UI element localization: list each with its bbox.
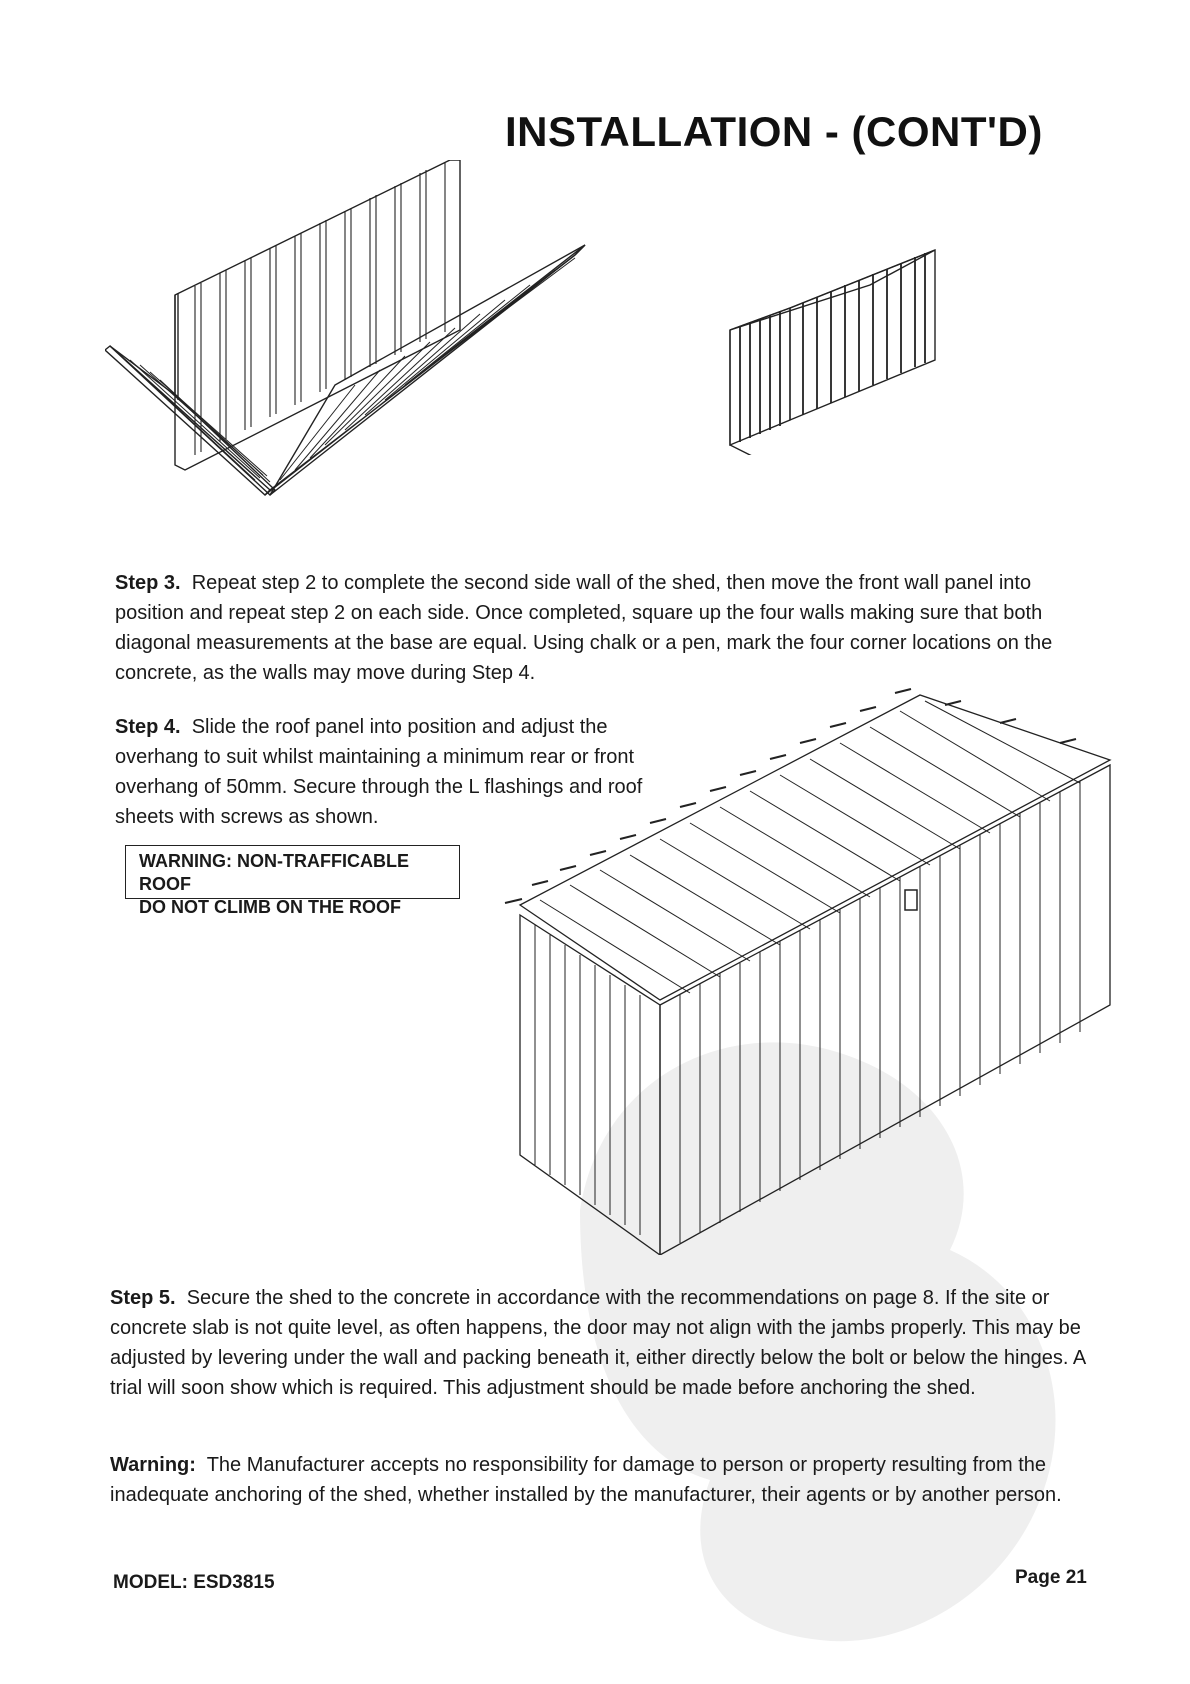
step-4-label: Step 4.: [115, 716, 181, 738]
step-5-label: Step 5.: [110, 1287, 176, 1309]
walls-assembled-diagram: [725, 245, 945, 455]
step-3-label: Step 3.: [115, 572, 181, 594]
roof-warning-box: [125, 845, 460, 917]
step-5-text: Secure the shed to the concrete in accordance with the recommendations on page 8. If the site or concrete slab is not quite level, as often happens, the door may not align with the jambs properly. This may be adjusted by levering under the wall and packing beneath it, either directly below the bolt or below the hinges. A trial will soon show which is required. This adjustment should be made before anchoring the shed.: [110, 1287, 1086, 1399]
step-4-text: Slide the roof panel into position and adjust the overhang to suit whilst maintaining a minimum rear or front overhang of 50mm. Secure through the L flashings and roof sheets with screws as shown.: [115, 716, 643, 828]
page-title: INSTALLATION - (CONT'D): [505, 108, 1043, 156]
step-4-paragraph: [115, 712, 695, 832]
roof-warning-line-1: WARNING: NON-TRAFFICABLE ROOF: [139, 851, 409, 894]
roof-warning-line-2: DO NOT CLIMB ON THE ROOF: [139, 897, 401, 917]
warning-label: Warning:: [110, 1454, 196, 1476]
step-3-text: Repeat step 2 to complete the second side wall of the shed, then move the front wall panel into position and repeat step 2 on each side. Once completed, square up the four walls making sure that both diagonal measurements at the base are equal. Using chalk or a pen, mark the four corner locations on the concrete, as the walls may move during Step 4.: [115, 572, 1053, 684]
step-3-paragraph: [115, 568, 1105, 688]
footer-model: MODEL: ESD3815: [113, 1572, 275, 1593]
walls-unfolding-diagram: [105, 160, 625, 540]
step-5-paragraph: [110, 1283, 1090, 1403]
warning-text: The Manufacturer accepts no responsibility for damage to person or property resulting from the inadequate anchoring of the shed, whether installed by the manufacturer, their agents or by another person.: [110, 1454, 1062, 1506]
warning-paragraph: [110, 1450, 1090, 1510]
footer-page-number: Page 21: [1015, 1567, 1087, 1588]
